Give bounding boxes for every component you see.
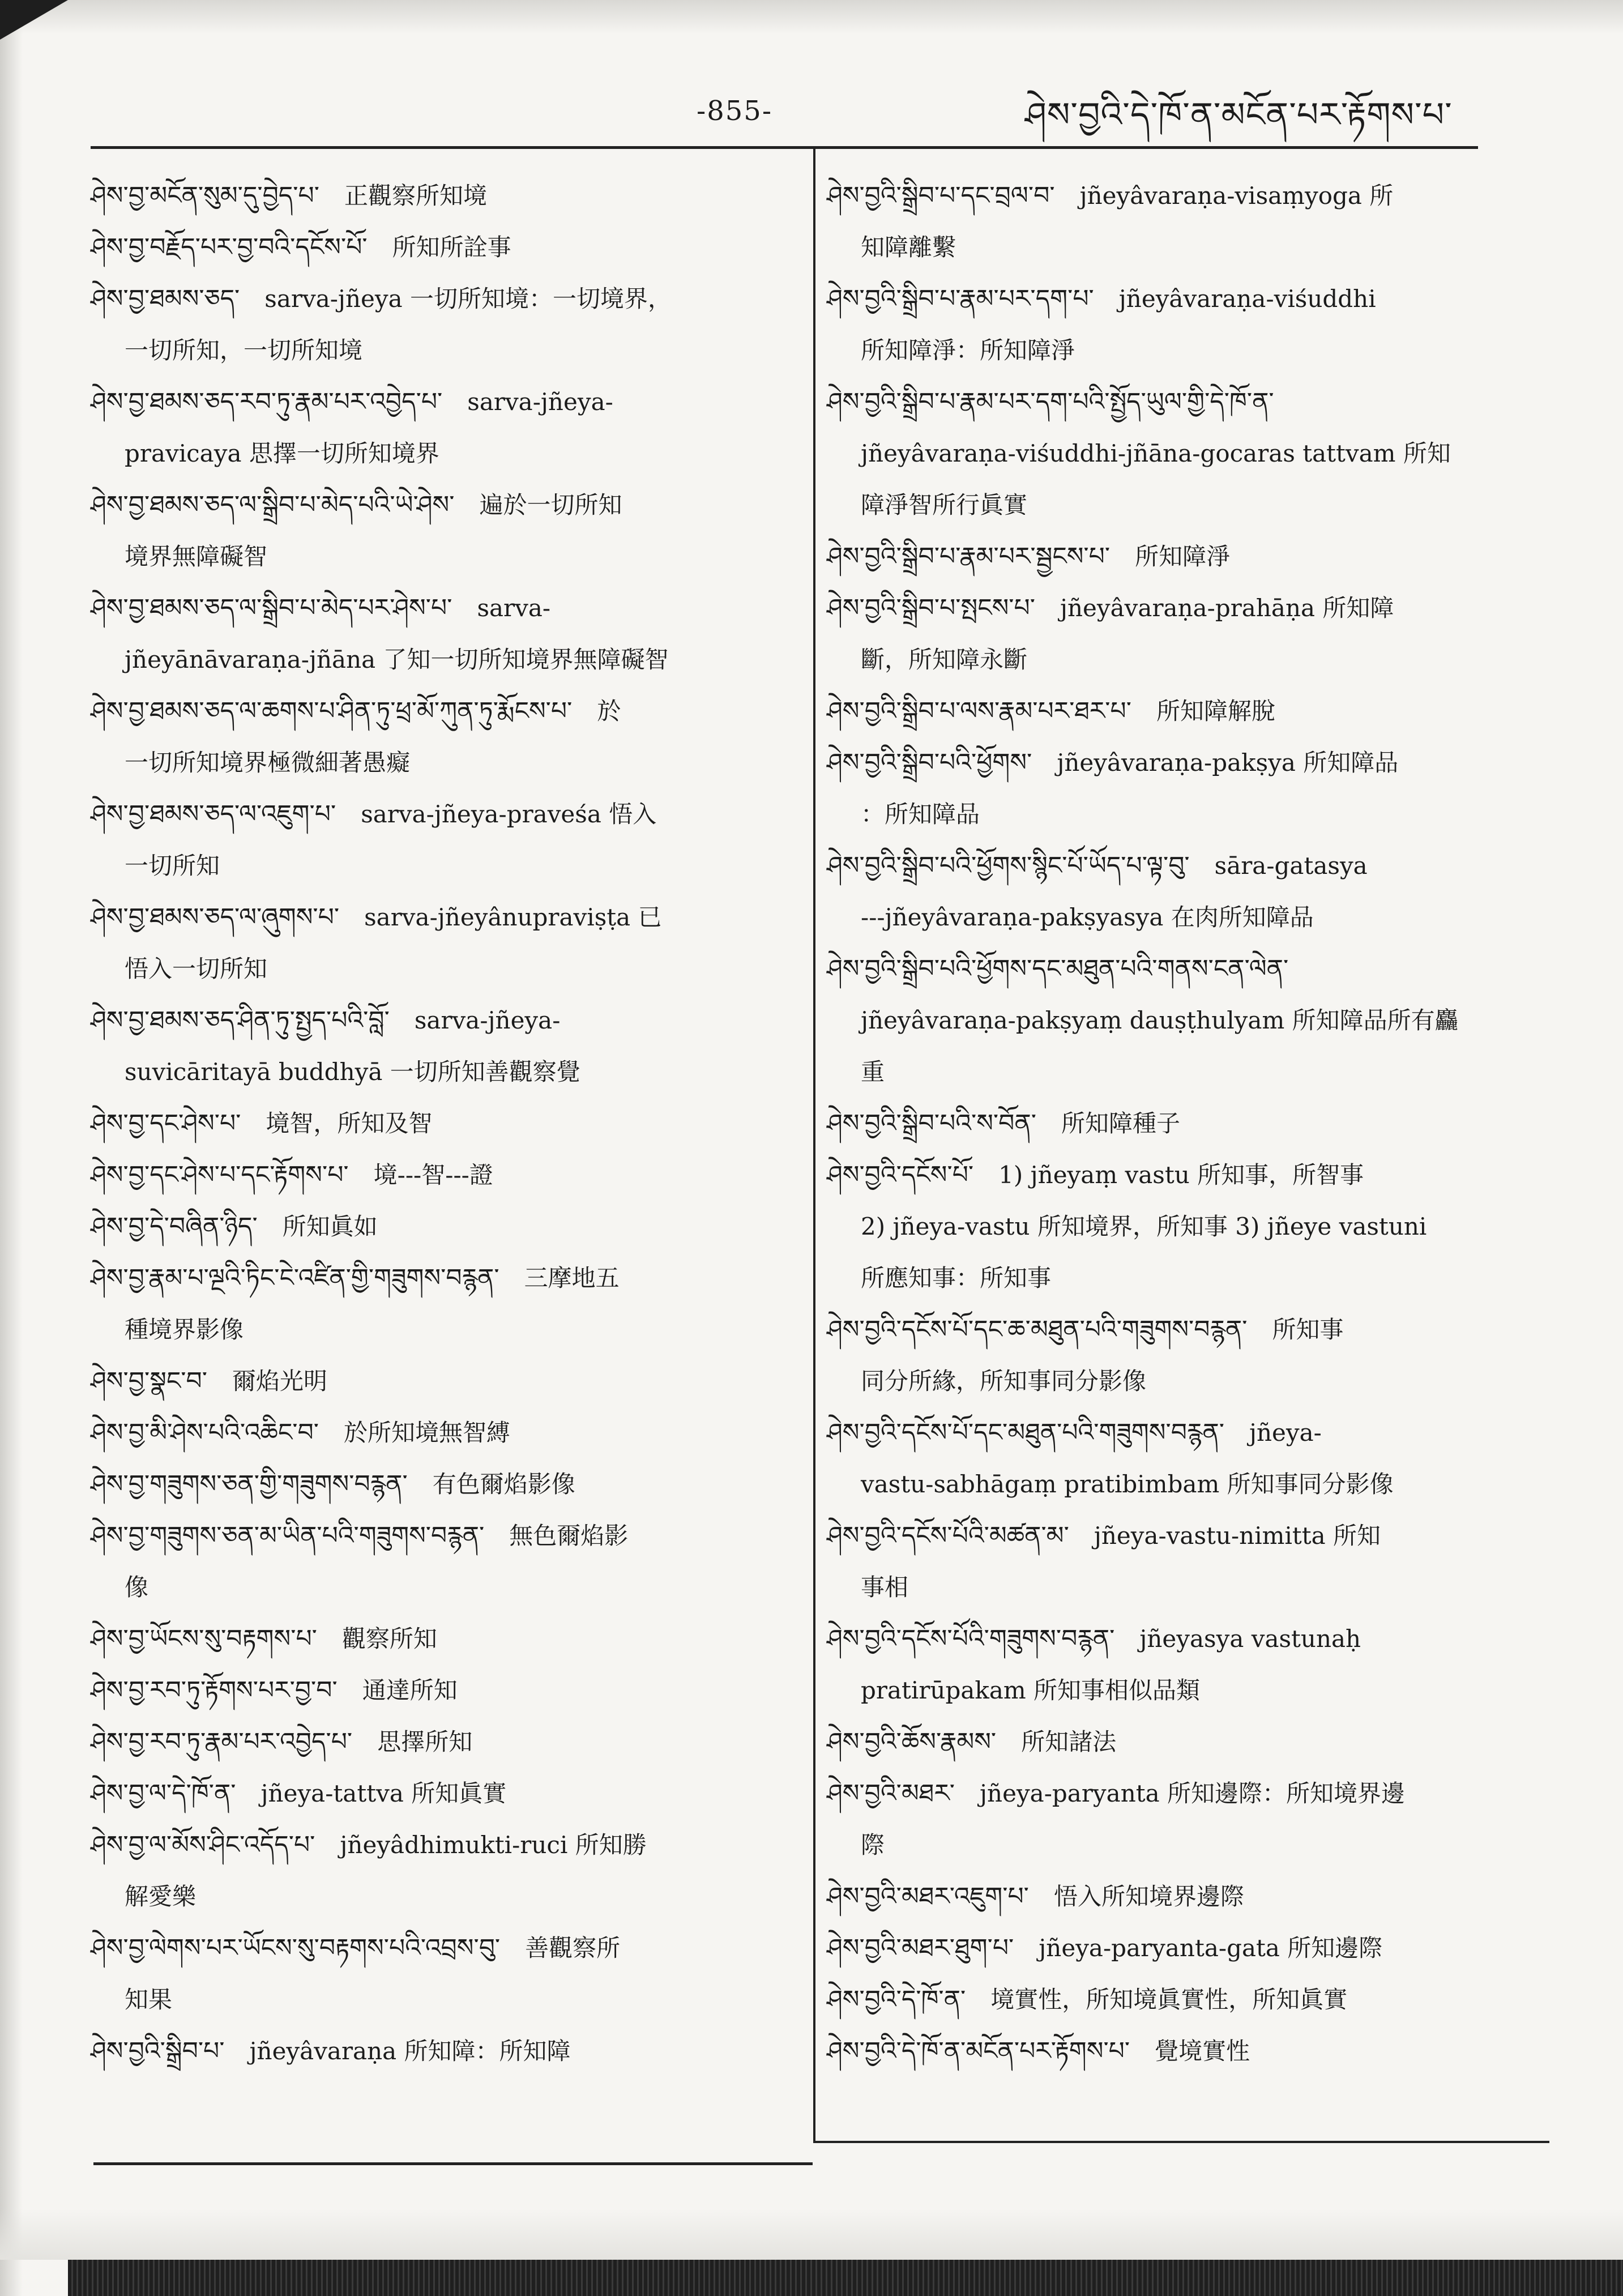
dictionary-entry [827, 582, 1535, 685]
entry-headword: ཤེས་བྱའི་མཐར་འཇུག་པ་ [827, 1882, 1029, 1911]
footer-rule-left [93, 2162, 813, 2165]
scan-left-shadow [0, 0, 23, 2296]
entry-definition: 所知障解脫 [1156, 697, 1276, 725]
entry-headword: ཤེས་བྱ་ཐམས་ཅད་ལ་སྒྲིབ་པ་མེད་པར་ཤེས་པ་ [91, 594, 452, 622]
entry-headword: ཤེས་བྱ་ལ་དེ་ཁོ་ན་ [91, 1779, 236, 1808]
dictionary-entry [827, 531, 1535, 582]
entry-headword: ཤེས་བྱའི་སྒྲིབ་པའི་ས་བོན་ [827, 1109, 1036, 1138]
entry-definition-continued: jñeyâvaraṇa-pakṣyaṃ dauṣṭhulyam 所知障品所有麤 [861, 1006, 1459, 1034]
dictionary-entry [827, 1768, 1535, 1871]
dictionary-entry [91, 273, 798, 376]
dictionary-entry [827, 1304, 1535, 1407]
dictionary-entry [91, 1665, 798, 1716]
left-column [91, 170, 798, 2077]
dictionary-entry [91, 170, 798, 221]
entry-headword: ཤེས་བྱ་གཟུགས་ཅན་མ་ཡིན་པའི་གཟུགས་བརྙན་ [91, 1521, 485, 1550]
entry-definition: sarva- [477, 594, 551, 622]
dictionary-entry [827, 943, 1535, 1098]
dictionary-entry [91, 1149, 798, 1201]
entry-headword: ཤེས་བྱའི་ཆོས་རྣམས་ [827, 1727, 997, 1756]
entry-definition-continued: 重 [861, 1058, 885, 1086]
dictionary-entry [827, 1613, 1535, 1716]
dictionary-entry [91, 1510, 798, 1613]
entry-headword: ཤེས་བྱའི་སྒྲིབ་པ་སྤངས་པ་ [827, 594, 1035, 622]
entry-headword: ཤེས་བྱའི་སྒྲིབ་པ་རྣམ་པར་དག་པ་ [827, 284, 1094, 313]
dictionary-entry [827, 1716, 1535, 1768]
entry-definition-continued: 一切所知境界極微細著愚癡 [125, 749, 411, 776]
entry-definition: sāra-gatasya [1214, 852, 1368, 880]
dictionary-entry [91, 2025, 798, 2077]
entry-headword: ཤེས་བྱ་སྣང་བ་ [91, 1367, 207, 1395]
entry-headword: ཤེས་བྱ་ཐམས་ཅད་ལ་འཇུག་པ་ [91, 800, 336, 829]
dictionary-entry [91, 1252, 798, 1355]
entry-definition: jñeya-vastu-nimitta 所知 [1094, 1522, 1381, 1550]
entry-definition: jñeya-tattva 所知眞實 [260, 1779, 507, 1807]
entry-definition-continued: 一切所知 [125, 852, 220, 880]
entry-definition: jñeyâdhimukti-ruci 所知勝 [340, 1831, 647, 1859]
entry-definition: 正觀察所知境 [344, 182, 487, 210]
entry-headword: ཤེས་བྱའི་སྒྲིབ་པ་ལས་རྣམ་པར་ཐར་པ་ [827, 697, 1131, 725]
entry-definition: sarva-jñeya-praveśa 悟入 [361, 800, 657, 828]
entry-headword: ཤེས་བྱའི་མཐར་ཐུག་པ་ [827, 1934, 1014, 1962]
entry-definition: 1) jñeyaṃ vastu 所知事，所智事 [998, 1161, 1364, 1189]
dictionary-entry [91, 376, 798, 479]
entry-definition-continued: pratirūpakam 所知事相似品類 [861, 1676, 1201, 1704]
entry-headword: ཤེས་བྱ་མངོན་སུམ་དུ་བྱེད་པ་ [91, 181, 319, 210]
dictionary-entry [827, 1407, 1535, 1510]
entry-definition: jñeya-paryanta 所知邊際：所知境界邊 [980, 1779, 1406, 1807]
entry-definition: 所知障淨 [1135, 543, 1231, 570]
entry-headword: ཤེས་བྱ་རབ་ཏུ་རྣམ་པར་འབྱེད་པ་ [91, 1727, 353, 1756]
scan-bottom-edge [68, 2260, 1623, 2296]
entry-definition: jñeyâvaraṇa 所知障：所知障 [249, 2037, 571, 2065]
entry-definition-continued: 像 [125, 1573, 149, 1601]
entry-definition-continued: vastu-sabhāgaṃ pratibimbam 所知事同分影像 [861, 1470, 1394, 1498]
entry-headword: ཤེས་བྱ་ཐམས་ཅད་ཤིན་ཏུ་སྤྱད་པའི་བློ་ [91, 1006, 390, 1035]
scan-bottom-fade [0, 2209, 1623, 2260]
dictionary-entry [827, 840, 1535, 943]
dictionary-entry [91, 1458, 798, 1510]
entry-headword: ཤེས་བྱའི་དངོས་པོ་དང་མཐུན་པའི་གཟུགས་བརྙན་ [827, 1418, 1224, 1447]
entry-definition: 所知事 [1272, 1316, 1344, 1343]
right-column [827, 170, 1535, 2077]
dictionary-entry [827, 170, 1535, 273]
dictionary-entry [91, 891, 798, 995]
entry-headword: ཤེས་བྱ་རབ་ཏུ་རྟོགས་པར་བྱ་བ་ [91, 1676, 338, 1705]
entry-definition: jñeyâvaraṇa-prahāṇa 所知障 [1060, 594, 1394, 622]
entry-definition: 觀察所知 [341, 1625, 437, 1653]
entry-headword: ཤེས་བྱའི་སྒྲིབ་པའི་ཕྱོགས་སྙིང་པོ་ཡོད་པ་ལྟ་བུ་ [827, 851, 1190, 880]
entry-headword: ཤེས་བྱ་དང་ཤེས་པ་དང་རྟོགས་པ་ [91, 1160, 349, 1189]
footer-rule-right [813, 2141, 1549, 2143]
entry-headword: ཤེས་བྱའི་སྒྲིབ་པ་དང་བྲལ་བ་ [827, 181, 1055, 210]
entry-definition-continued: 2) jñeya-vastu 所知境界，所知事 3) jñeye vastuni [861, 1213, 1427, 1240]
entry-definition-continued: jñeyānāvaraṇa-jñāna 了知一切所知境界無障礙智 [125, 646, 669, 673]
entry-headword: ཤེས་བྱའི་སྒྲིབ་པ་ [91, 2037, 225, 2065]
dictionary-entry [91, 1819, 798, 1922]
dictionary-entry [91, 995, 798, 1098]
dictionary-entry [91, 1355, 798, 1407]
entry-definition: jñeyâvaraṇa-pakṣya 所知障品 [1057, 749, 1399, 776]
entry-headword: ཤེས་བྱའི་དངོས་པོ་དང་ཆ་མཐུན་པའི་གཟུགས་བརྙན་ [827, 1315, 1248, 1344]
entry-definition: 遍於一切所知 [479, 491, 622, 519]
entry-definition: 爾焰光明 [232, 1367, 327, 1395]
column-divider [813, 148, 815, 2141]
entry-definition-continued: 知果 [125, 1986, 173, 2013]
dictionary-entry [827, 685, 1535, 737]
entry-headword: ཤེས་བྱའི་དངོས་པོའི་གཟུགས་བརྙན་ [827, 1624, 1115, 1653]
entry-definition-continued: suvicāritayā buddhyā 一切所知善觀察覺 [125, 1058, 580, 1086]
entry-definition-continued: ---jñeyâvaraṇa-pakṣyasya 在肉所知障品 [861, 903, 1314, 931]
entry-definition: jñeyâvaraṇa-visaṃyoga 所 [1079, 182, 1394, 210]
entry-headword: ཤེས་བྱ་ཐམས་ཅད་ལ་ཞུགས་པ་ [91, 903, 340, 932]
entry-definition: 思擇所知 [377, 1728, 473, 1756]
dictionary-entry [827, 1871, 1535, 1922]
entry-definition: sarva-jñeya- [414, 1006, 561, 1034]
entry-definition-continued: 一切所知，一切所知境 [125, 336, 363, 364]
dictionary-entry [91, 1613, 798, 1665]
entry-definition: jñeya- [1249, 1419, 1322, 1446]
entry-definition-continued: jñeyâvaraṇa-viśuddhi-jñāna-gocaras tattvam 所知 [861, 439, 1451, 467]
running-head: ཤེས་བྱའི་དེ་ཁོ་ན་མངོན་པར་རྟོགས་པ་ [1025, 95, 1453, 135]
dictionary-entry [827, 1510, 1535, 1613]
entry-definition-continued: 解愛樂 [125, 1883, 197, 1910]
entry-definition-continued: 種境界影像 [125, 1316, 244, 1343]
entry-headword: ཤེས་བྱའི་སྒྲིབ་པ་རྣམ་པར་དག་པའི་སྤྱོད་ཡུལ་གྱི་དེ་ཁོ་ན་ [827, 387, 1274, 416]
dictionary-entry [91, 1201, 798, 1252]
entry-definition: 於所知境無智縛 [343, 1419, 510, 1446]
dictionary-entry [827, 1922, 1535, 1974]
entry-headword: ཤེས་བྱ་བརྗོད་པར་བྱ་བའི་དངོས་པོ་ [91, 233, 368, 262]
entry-definition: 善觀察所 [525, 1934, 621, 1962]
entry-headword: ཤེས་བྱ་ཡོངས་སུ་བརྟགས་པ་ [91, 1624, 317, 1653]
scan-top-shadow [0, 0, 1623, 34]
dictionary-entry [827, 2025, 1535, 2077]
entry-definition-continued: 境界無障礙智 [125, 543, 268, 570]
entry-headword: ཤེས་བྱའི་མཐར་ [827, 1779, 955, 1808]
dictionary-entry [91, 479, 798, 582]
entry-definition-continued: 悟入一切所知 [125, 955, 268, 983]
dictionary-entry [91, 1098, 798, 1149]
dictionary-entry [91, 1768, 798, 1819]
entry-definition-continued: 事相 [861, 1573, 909, 1601]
entry-headword: ཤེས་བྱ་ལེགས་པར་ཡོངས་སུ་བརྟགས་པའི་འབྲས་བུ་ [91, 1934, 501, 1962]
entry-headword: ཤེས་བྱ་རྣམ་པ་ལྔའི་ཏིང་ངེ་འཛིན་གྱི་གཟུགས་བརྙན་ [91, 1264, 499, 1292]
entry-definition: 於 [597, 697, 621, 725]
dictionary-entry [827, 737, 1535, 840]
entry-headword: ཤེས་བྱ་དེ་བཞིན་ཉིད་ [91, 1212, 258, 1241]
dictionary-entry [91, 788, 798, 891]
entry-definition: sarva-jñeya 一切所知境：一切境界， [264, 285, 672, 313]
header-rule [91, 146, 1478, 149]
dictionary-entry [827, 376, 1535, 531]
entry-definition: 悟入所知境界邊際 [1053, 1883, 1244, 1910]
entry-definition: 所知眞如 [282, 1213, 378, 1240]
entry-definition: 通達所知 [362, 1676, 458, 1704]
dictionary-entry [91, 685, 798, 788]
dictionary-entry [827, 273, 1535, 376]
entry-definition: jñeya-paryanta-gata 所知邊際 [1039, 1934, 1383, 1962]
entry-headword: ཤེས་བྱའི་སྒྲིབ་པའི་ཕྱོགས་དང་མཐུན་པའི་གནས་ངན་ལེན་ [827, 954, 1289, 983]
entry-definition: 境實性，所知境眞實性，所知眞實 [990, 1986, 1348, 2013]
dictionary-entry [91, 221, 798, 273]
entry-headword: ཤེས་བྱ་དང་ཤེས་པ་ [91, 1109, 241, 1138]
entry-definition: jñeyasya vastunaḥ [1139, 1625, 1361, 1653]
entry-definition: 所知諸法 [1021, 1728, 1117, 1756]
entry-headword: ཤེས་བྱ་ལ་མོས་ཤིང་འདོད་པ་ [91, 1830, 315, 1859]
entry-definition: sarva-jñeya- [467, 388, 613, 416]
entry-definition: 所知所詮事 [392, 233, 511, 261]
dictionary-entry [827, 1149, 1535, 1304]
entry-definition: jñeyâvaraṇa-viśuddhi [1118, 285, 1376, 313]
entry-headword: ཤེས་བྱ་ཐམས་ཅད་ལ་སྒྲིབ་པ་མེད་པའི་ཡེ་ཤེས་ [91, 490, 455, 519]
entry-headword: ཤེས་བྱའི་དེ་ཁོ་ན་མངོན་པར་རྟོགས་པ་ [827, 2037, 1130, 2065]
dictionary-entry [91, 582, 798, 685]
dictionary-entry [91, 1716, 798, 1768]
entry-definition: sarva-jñeyânupraviṣṭa 已 [364, 903, 662, 931]
page-number: -855- [697, 95, 773, 127]
entry-headword: ཤེས་བྱ་ཐམས་ཅད་ལ་ཆགས་པ་ཤིན་ཏུ་ཕྲ་མོ་ཀུན་ཏུ་རྨོངས་པ་ [91, 697, 573, 725]
entry-definition-continued: ：所知障品 [861, 800, 980, 828]
entry-headword: ཤེས་བྱ་ཐམས་ཅད་ [91, 284, 240, 313]
entry-definition: 無色爾焰影 [509, 1522, 629, 1550]
entry-headword: ཤེས་བྱ་ཐམས་ཅད་རབ་ཏུ་རྣམ་པར་འབྱེད་པ་ [91, 387, 443, 416]
entry-headword: ཤེས་བྱའི་དངོས་པོ་ [827, 1160, 974, 1189]
entry-definition: 有色爾焰影像 [432, 1470, 575, 1498]
entry-headword: ཤེས་བྱའི་དེ་ཁོ་ན་ [827, 1985, 966, 2014]
entry-definition-continued: 障淨智所行眞實 [861, 491, 1028, 519]
entry-headword: ཤེས་བྱའི་དངོས་པོའི་མཚན་མ་ [827, 1521, 1069, 1550]
entry-definition-continued: 所知障淨：所知障淨 [861, 336, 1075, 364]
entry-definition: 所知障種子 [1061, 1109, 1180, 1137]
entry-headword: ཤེས་བྱ་གཟུགས་ཅན་གྱི་གཟུགས་བརྙན་ [91, 1470, 408, 1499]
dictionary-entry [827, 1098, 1535, 1149]
entry-definition-continued: 斷，所知障永斷 [861, 646, 1028, 673]
entry-headword: ཤེས་བྱའི་སྒྲིབ་པའི་ཕྱོགས་ [827, 748, 1032, 777]
entry-definition-continued: 際 [861, 1831, 885, 1859]
entry-definition-continued: 所應知事：所知事 [861, 1264, 1052, 1292]
scan-corner-mark [0, 0, 68, 40]
dictionary-entry [91, 1407, 798, 1458]
entry-definition: 境---智---證 [373, 1161, 493, 1189]
entry-headword: ཤེས་བྱའི་སྒྲིབ་པ་རྣམ་པར་སྦྱངས་པ་ [827, 542, 1111, 571]
entry-definition-continued: 知障離繫 [861, 233, 956, 261]
dictionary-entry [91, 1922, 798, 2025]
entry-headword: ཤེས་བྱ་མི་ཤེས་པའི་འཆིང་བ་ [91, 1418, 319, 1447]
entry-definition: 覺境實性 [1155, 2037, 1250, 2065]
entry-definition-continued: pravicaya 思擇一切所知境界 [125, 439, 439, 467]
entry-definition: 三摩地五 [524, 1264, 620, 1292]
entry-definition-continued: 同分所緣，所知事同分影像 [861, 1367, 1147, 1395]
dictionary-entry [827, 1974, 1535, 2025]
entry-definition: 境智，所知及智 [266, 1109, 433, 1137]
